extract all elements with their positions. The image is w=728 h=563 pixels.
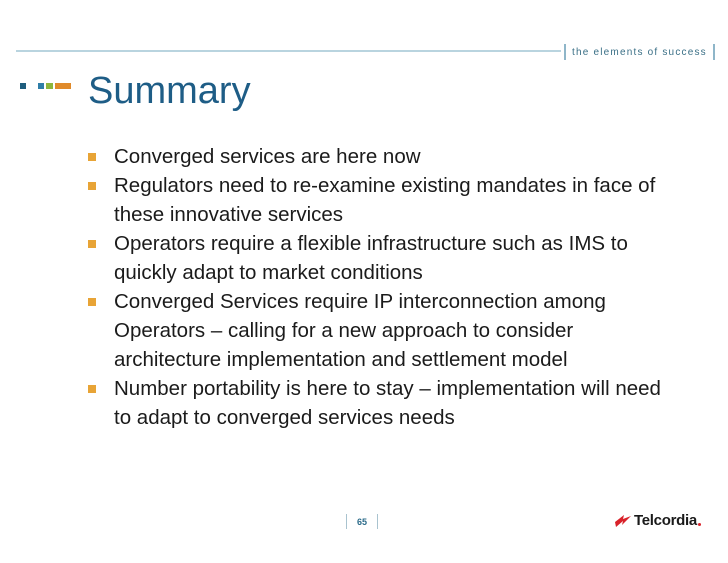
tagline-group — [564, 44, 715, 60]
bullet-item — [88, 229, 668, 287]
page-number: 65 — [357, 516, 368, 527]
telcordia-logo — [614, 512, 701, 529]
bullet-text: Number portability is here to stay – implementation will need to adapt to converged services needs — [114, 377, 661, 429]
bullet-item — [88, 287, 668, 374]
bullet-item — [88, 171, 668, 229]
bullet-text: Converged Services require IP interconnection among Operators – calling for a new approach to consider architecture implementation and settlement model — [114, 290, 606, 371]
bullet-square-icon — [88, 298, 96, 306]
bullet-text: Regulators need to re-examine existing mandates in face of these innovative services — [114, 174, 656, 226]
bullet-square-icon — [88, 182, 96, 190]
page-number-right-bar — [377, 514, 378, 529]
slide-title: Summary — [88, 70, 251, 112]
telcordia-flame-icon — [614, 513, 632, 529]
brand-name: Telcordia — [634, 512, 697, 529]
green-square — [46, 83, 53, 89]
tagline: the elements of success — [572, 46, 707, 58]
bullet-text: Converged services are here now — [114, 145, 421, 168]
bullet-text: Operators require a flexible infrastructure such as IMS to quickly adapt to market conditions — [114, 232, 628, 284]
orange-square — [55, 83, 71, 89]
title-decoration-squares — [20, 83, 71, 89]
tagline-left-bar — [564, 44, 566, 60]
bullet-item — [88, 142, 668, 171]
bullet-square-icon — [88, 385, 96, 393]
bullet-square-icon — [88, 153, 96, 161]
page-number-group — [346, 514, 378, 529]
blue-square — [38, 83, 44, 89]
bullet-square-icon — [88, 240, 96, 248]
dark-blue-square — [20, 83, 26, 89]
bullet-item — [88, 374, 668, 432]
bullet-list — [88, 142, 668, 432]
brand-dot — [698, 523, 701, 526]
header-rule — [16, 50, 561, 52]
tagline-right-bar — [713, 44, 715, 60]
page-number-left-bar — [346, 514, 347, 529]
